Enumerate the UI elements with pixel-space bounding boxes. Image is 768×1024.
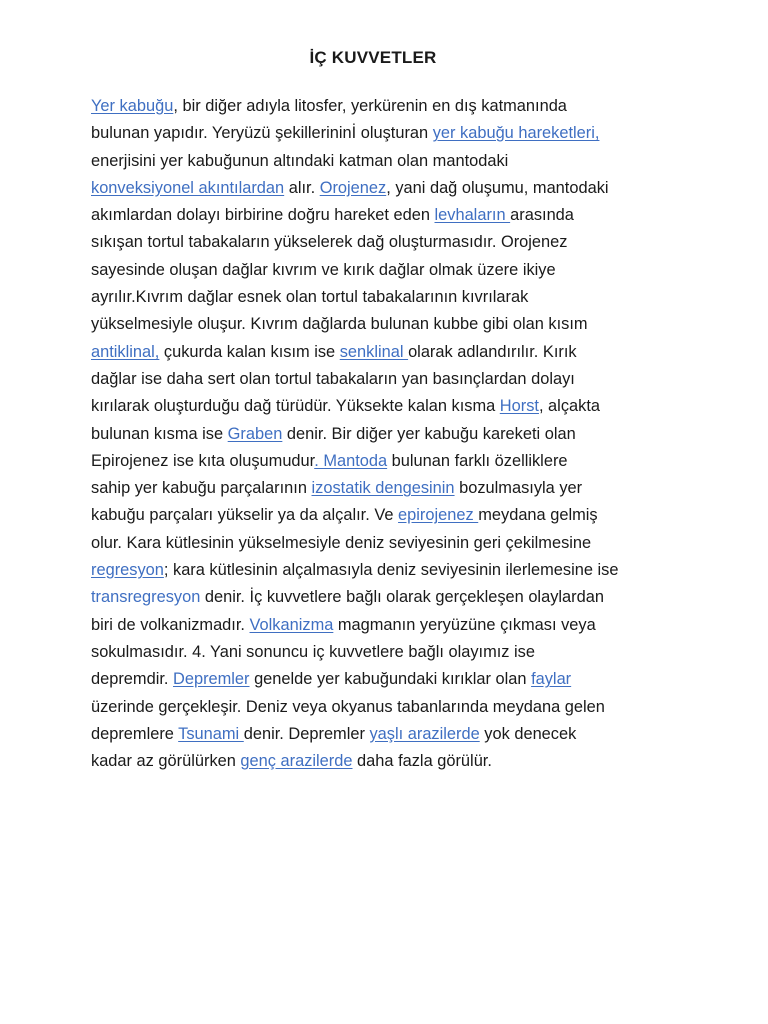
body-text-segment: çukurda kalan kısım ise: [159, 342, 340, 361]
hyperlink-term[interactable]: Orojenez: [319, 178, 387, 197]
hyperlink-term[interactable]: Horst: [499, 397, 539, 416]
hyperlink-term[interactable]: Graben: [227, 424, 283, 443]
body-text-segment: bulunan farklı özelliklere sahip yer kabuğu parçalarının: [91, 451, 568, 498]
body-text-segment: daha fazla görülür.: [352, 752, 492, 771]
hyperlink-term[interactable]: faylar: [531, 670, 572, 689]
body-text-segment: meydana gelmiş olur. Kara kütlesinin yükselmesiyle deniz seviyesinin geri çekilmesine: [91, 506, 598, 552]
hyperlink-term[interactable]: konveksiyonel akıntılardan: [91, 178, 285, 197]
hyperlink-term[interactable]: Yer kabuğu: [91, 97, 174, 115]
body-text-segment: alır.: [284, 178, 320, 197]
body-text-segment: denir. Bir diğer yer kabuğu kareketi olan Epirojenez ise kıta oluşumudur: [91, 424, 576, 470]
body-text-segment: ; kara kütlesinin alçalmasıyla deniz seviyesinin ilerlemesine ise: [163, 561, 619, 580]
hyperlink-term[interactable]: Depremler: [173, 670, 250, 689]
hyperlink-term[interactable]: yaşlı arazilerde: [369, 724, 480, 743]
body-text-segment: enerjisini yer kabuğunun altındaki katman olan mantodaki: [91, 151, 509, 170]
page-title: İÇ KUVVETLER: [309, 48, 437, 67]
hyperlink-term[interactable]: levhaların: [434, 206, 511, 225]
hyperlink-term[interactable]: regresyon: [91, 561, 164, 580]
body-text-segment: yok denecek kadar az görülürken: [91, 724, 577, 771]
hyperlink-term[interactable]: Tsunami: [178, 724, 244, 743]
body-text-segment: bozulmasıyla yer kabuğu parçaları yükselir ya da alçalır. Ve: [91, 479, 583, 525]
body-text-segment: olarak adlandırılır. Kırık dağlar ise daha sert olan tortul tabakaların yan basınçlardan dolayı kırılarak oluşturduğu dağ türüdür. Yüksekte kalan kısma: [91, 342, 577, 416]
hyperlink-term[interactable]: senklinal: [339, 342, 409, 361]
body-text-segment: , yani dağ oluşumu, mantodaki akımlardan dolayı birbirine doğru hareket eden: [91, 178, 609, 225]
hyperlink-term[interactable]: yer kabuğu hareketleri,: [432, 124, 600, 143]
body-text-segment: arasında sıkışan tortul tabakaların yükselerek dağ oluşturmasıdır. Orojenez sayesinde oluşan dağlar kıvrım ve kırık dağlar olmak üzere ikiye ayrılır.Kıvrım dağlar esnek olan tortul tabakalarının kıvrılarak yükselmesiyle oluşur. Kıvrım dağlarda bulunan kubbe gibi olan kısım: [91, 206, 588, 334]
body-text-segment: denir. İç kuvvetlere bağlı olarak gerçekleşen olaylardan biri de volkanizmadır.: [91, 588, 604, 634]
body-text-segment: genelde yer kabuğundaki kırıklar olan: [249, 670, 532, 689]
body-paragraph: [91, 93, 691, 775]
hyperlink-term[interactable]: . Mantoda: [314, 451, 388, 470]
body-text-segment: magmanın yeryüzüne çıkması veya sokulmasıdır. 4. Yani sonuncu iç kuvvetlere bağlı olayımız ise depremdir.: [91, 615, 596, 689]
body-text-segment: üzerinde gerçekleşir. Deniz veya okyanus tabanlarında meydana gelen depremlere: [91, 697, 605, 743]
body-text-segment: denir. Depremler: [243, 724, 370, 743]
body-text-segment: , bir diğer adıyla litosfer, yerkürenin en dış katmanında bulunan yapıdır. Yeryüzü şekillerininİ oluşturan: [91, 97, 567, 143]
hyperlink-term[interactable]: transregresyon: [91, 588, 201, 607]
hyperlink-term[interactable]: antiklinal,: [91, 342, 160, 361]
hyperlink-term[interactable]: Volkanizma: [249, 615, 334, 634]
hyperlink-term[interactable]: izostatik dengesinin: [311, 479, 455, 498]
hyperlink-term[interactable]: epirojenez: [398, 506, 479, 525]
body-text-segment: , alçakta bulunan kısma ise: [91, 397, 600, 443]
hyperlink-term[interactable]: genç arazilerde: [240, 752, 353, 771]
